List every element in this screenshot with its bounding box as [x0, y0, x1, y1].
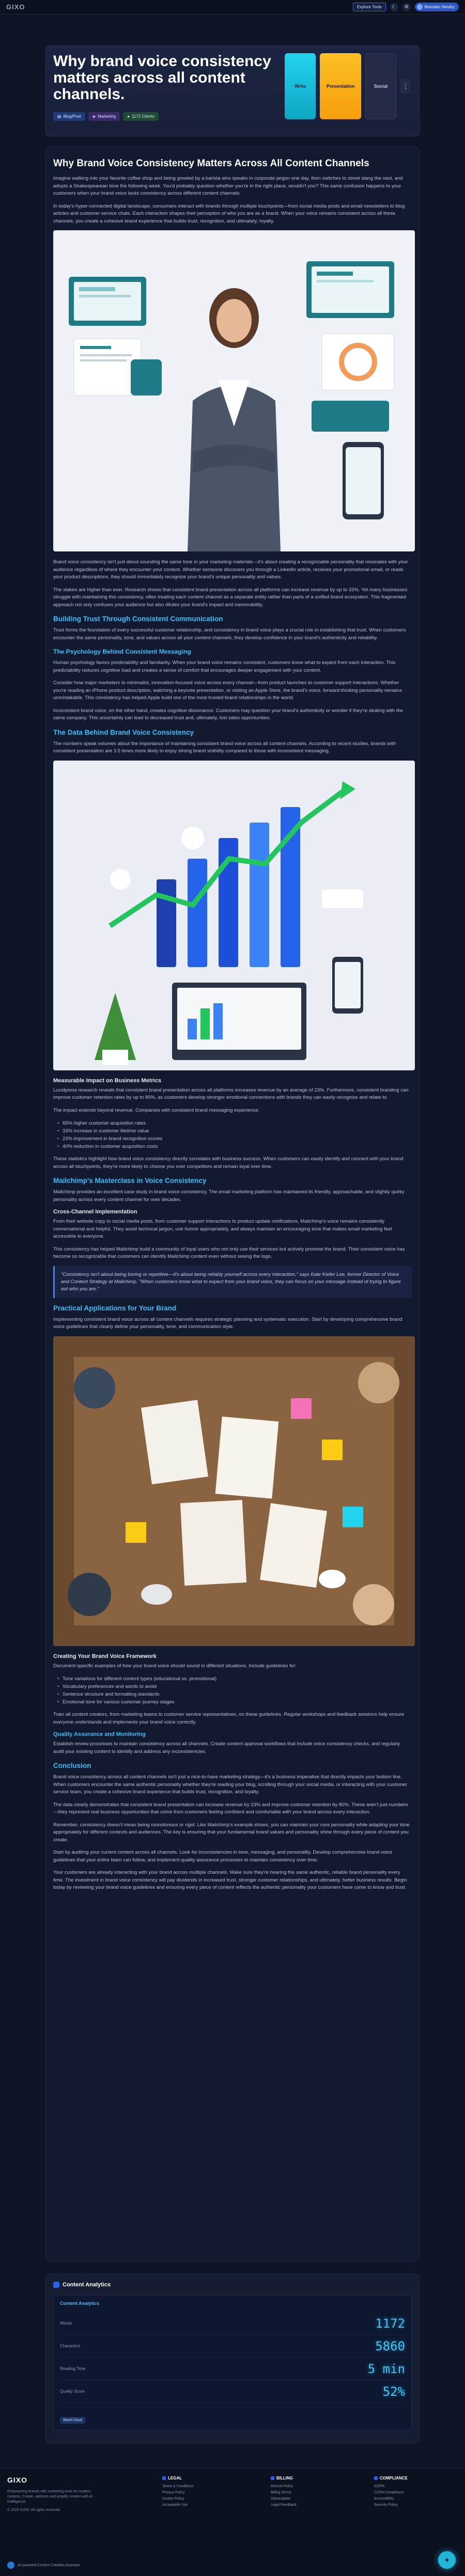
paragraph: Document specific examples of how your brand voice should sound in different situations. Include guidelines for:	[53, 1663, 297, 1669]
social-card[interactable]: Social	[365, 53, 396, 119]
list-item: • Emotional tone for various customer journey stages	[57, 1698, 412, 1706]
footer-link[interactable]: Privacy Policy	[162, 2491, 185, 2494]
footer-brand	[7, 2476, 162, 2516]
paragraph: Start by auditing your current content across all channels. Look for inconsistencies in tone, messaging, and personality. Develop comprehensive brand voice guidelines that your entire team can follow, and implement quality assurance processes to maintain consistency over time.	[53, 1850, 393, 1863]
footer-link[interactable]: Legal Feedback	[271, 2503, 297, 2507]
presentation-card[interactable]: Presentation	[320, 53, 361, 119]
businesswoman-illustration	[53, 230, 415, 551]
more-options-icon[interactable]: ⋮	[400, 79, 411, 93]
paragraph: The impact extends beyond revenue. Companies with consistent brand messaging experience:	[53, 1107, 260, 1113]
paragraph: In today's hyper-connected digital landscape, consumers interact with brands through multiple touchpoints—from social media posts and email newsletters to blog articles and customer service chats. Each interaction shapes their perception of who you are as a brand. When your voice remains consistent across all these channels, you create a cohesive brand experience that builds trust, recognition, and ultimately, loyalty.	[53, 203, 405, 224]
list-item: • Tone variations for different content types (educational vs. promotional)	[57, 1675, 412, 1683]
paragraph: The data clearly demonstrates that consistent brand presentation can increase revenue by 23% and improve customer retention by 80%. These aren't just numbers—they represent real business opportunities that come from customers feeling confident and comfortable with your brand across every interaction.	[53, 1801, 408, 1815]
moon-icon[interactable]: ☾	[390, 3, 398, 11]
paragraph: Train all content creators, from marketing teams to customer service representatives, on these guidelines. Regular workshops and feedback sessions help ensure everyone understands and implements your brand voice correctly.	[53, 1712, 405, 1725]
check-icon	[374, 2476, 378, 2480]
paragraph: Implementing consistent brand voice across all content channels requires strategic planning and systematic execution. Start by developing comprehensive brand voice guidelines that clearly define your personality, tone, and communication style.	[53, 1316, 402, 1330]
section-heading: The Psychology Behind Consistent Messaging	[53, 648, 191, 655]
footer	[0, 2468, 465, 2576]
footer-link[interactable]: CCPA Compliance	[374, 2491, 404, 2494]
footer-link[interactable]: Subscription	[271, 2497, 291, 2501]
paragraph: Trust forms the foundation of every successful customer relationship, and consistency in brand voice plays a crucial role in establishing that trust. When customers encounter the same personality, tone, and values across all your content channels, they develop confidence in your brand's authenticity and reliability.	[53, 627, 406, 641]
paragraph: The numbers speak volumes about the importance of maintaining consistent brand voice across all content channels. According to recent studies, brands with consistent presentation are 3.5 times more likely to enjoy strong brand visibility compared to those with inconsistent messaging.	[53, 740, 396, 754]
avatar	[417, 4, 423, 10]
megaphone-icon: ◈	[92, 114, 96, 119]
shield-icon	[162, 2476, 166, 2480]
chat-bubble-icon[interactable]: ✦	[438, 2551, 456, 2569]
section-heading: Practical Applications for Your Brand	[53, 1304, 177, 1312]
blockquote: "Consistency isn't about being boring or repetitive—it's about being reliably yourself across every interaction," says Kate Kiefer Lee, former Director of Voice and Content Strategy at Mailchimp. "When customers know what to expect from your brand voice, they can focus on your message instead of trying to figure out who you are."	[53, 1266, 412, 1298]
subsection-heading: Cross-Channel Implementation	[53, 1209, 137, 1215]
paragraph: Mailchimp provides an excellent case study in brand voice consistency. The email marketing platform has maintained its friendly, approachable, and slightly quirky personality across every content channel for over decades.	[53, 1189, 405, 1203]
write-card[interactable]: Write	[285, 53, 316, 119]
paragraph: Consider how major marketers to minimalist, innovation-focused voice across every channel—from product launches to customer support interactions. Whether you're reading an iPhone product description, watching a keynote presentation, or visiting an Apple Store, the brand's voice, forward-thinking personality remains unmistakable. This consistency has helped Apple build one of the most trusted brand relationships in the world.	[53, 680, 402, 701]
footer-col-billing: BILLING Refund Policy Billing Terms Subscription Legal Feedback	[271, 2476, 348, 2516]
paragraph: Your customers are already interacting with your brand across multiple channels. Make sure they're hearing the same authentic, reliable brand personality every time. The investment in brand voice consistency will pay dividends in increased trust, stronger customer relationships, and ultimately, better business results. Begin today by reviewing your brand voice guidelines and ensuring every piece of content reflects the authentic personality your customers have come to know and trust.	[53, 1870, 407, 1890]
user-menu[interactable]	[415, 3, 459, 11]
tag-clients[interactable]: ● 1172 Clients	[123, 112, 159, 121]
team-meeting-illustration	[53, 1336, 415, 1646]
footer-link[interactable]: GDPR	[374, 2485, 385, 2488]
paragraph: Remember, consistency doesn't mean being monotonous or rigid. Like Mailchimp's example shows, you can maintain your core personality while adapting your tone appropriately for different contexts and audiences. The key is ensuring that your fundamental brand values and personality shine through every piece of content you create.	[53, 1822, 410, 1843]
subsection-heading: Quality Assurance and Monitoring	[53, 1731, 146, 1737]
hero-card	[45, 45, 420, 136]
impact-list	[57, 1119, 412, 1150]
paragraph: Brand voice consistency isn't just about sounding the same tone in your marketing materials—it's about creating a recognizable personality that resonates with your audience regardless of where they encounter your content. Whether someone discovers you through a LinkedIn article, receives your promotional email, or reads your product descriptions, they should immediately recognize your brand's unique personality and values.	[53, 559, 408, 580]
app-logo[interactable]: GIXO	[6, 3, 25, 11]
section-heading: Conclusion	[53, 1762, 91, 1769]
list-item: • 23% improvement in brand recognition scores	[57, 1135, 412, 1143]
article-title: Why Brand Voice Consistency Matters Across All Content Channels	[53, 158, 369, 169]
tag-marketing[interactable]: ◈ Marketing	[88, 112, 120, 121]
section-heading: Building Trust Through Consistent Communication	[53, 615, 223, 623]
section-heading: The Data Behind Brand Voice Consistency	[53, 728, 194, 736]
metric-quality-score: Quality Score 52%	[60, 2380, 405, 2403]
document-icon: ▤	[57, 114, 61, 119]
paragraph: These statistics highlight how brand voice consistency directly correlates with business success. When customers can easily identify and connect with your brand across all touchpoints, they're more likely to choose you over competitors and remain loyal over time.	[53, 1156, 404, 1170]
image-businesswoman	[53, 230, 415, 551]
metric-characters: Characters 5860	[60, 2335, 405, 2358]
footer-logo[interactable]: GIXO	[7, 2476, 28, 2484]
footer-col-compliance: COMPLIANCE GDPR CCPA Compliance Accessibility Security Policy	[374, 2476, 452, 2516]
footer-link[interactable]: Accessibility	[374, 2497, 394, 2501]
footer-link[interactable]: Security Policy	[374, 2503, 398, 2507]
growth-chart-illustration	[53, 761, 415, 1070]
footer-link[interactable]: Terms & Conditions	[162, 2485, 194, 2488]
paragraph: Brand voice consistency across all content channels isn't just a nice-to-have marketing strategy—it's a business imperative that directly impacts your bottom line. When customers encounter the same authentic personality whether they're reading your blog, scrolling through your social media, or interacting with your customer service team, you create a cohesive brand experience that builds trust, recognition, and loyalty.	[53, 1774, 408, 1795]
word-cloud-button[interactable]: Word Cloud	[60, 2417, 85, 2424]
card-icon	[271, 2476, 274, 2480]
analytics-panel	[53, 2295, 412, 2430]
tag-blog-post[interactable]: ▤ Blog/Post	[53, 112, 85, 121]
paragraph: Imagine walking into your favorite coffee shop and being greeted by a barista who speaks in corporate jargon one day, then switches to street slang the next, and adopts a Shakespearean tone the following week. You'd probably question whether you're in the right place, wouldn't you? This same confusion happens to your customers when your brand voice lacks consistency across different content channels.	[53, 176, 403, 196]
list-item: • 65% higher customer acquisition rates	[57, 1119, 412, 1127]
section-heading: Mailchimp's Masterclass in Voice Consistency	[53, 1177, 207, 1184]
metric-words: Words 1172	[60, 2312, 405, 2335]
content-analytics-card	[45, 2274, 420, 2443]
paragraph: The stakes are higher than ever. Research shows that consistent brand presentation across all platforms can increase revenue by up to 33%. Yet many businesses struggle with maintaining this consistency, often treating each content channel as a separate entity rather than parts of a unified brand ecosystem. This fragmented approach not only confuses your audience but also dilutes your brand's impact and memorability.	[53, 587, 408, 608]
users-icon: ●	[127, 114, 130, 119]
subsection-heading: Measurable Impact on Business Metrics	[53, 1077, 162, 1084]
footer-link[interactable]: Cookie Policy	[162, 2497, 184, 2501]
list-item: • 40% reduction in customer acquisition costs	[57, 1143, 412, 1150]
footer-copyright: © 2025 GIXO. All rights reserved.	[7, 2508, 61, 2512]
article-body	[45, 147, 420, 2262]
hero-title: Why brand voice consistency matters across all content channels.	[53, 53, 271, 103]
user-name: Brendan Hendry	[424, 5, 455, 9]
paragraph: Human psychology favors predictability and familiarity. When your brand voice remains consistent, customers know what to expect from each interaction. This predictability reduces cognitive load and creates a sense of comfort that encourages deeper engagement with your content.	[53, 660, 396, 673]
hero-action-cards	[285, 53, 411, 119]
paragraph: From their website copy to social media posts, from customer support interactions to product update notifications, Mailchimp's voice remains consistently conversational and helpful. They avoid technical jargon, use humor appropriately, and always maintain an encouraging tone that makes email marketing feel accessible to everyone.	[53, 1219, 392, 1239]
footer-description: Empowering brands with marketing tools for modern creators. Create, optimize and amplify content with AI intelligence.	[7, 2490, 93, 2504]
subsection-heading: Creating Your Brand Voice Framework	[53, 1653, 157, 1660]
topbar-actions	[353, 3, 459, 11]
metric-reading-time: Reading Time 5 min	[60, 2358, 405, 2380]
paragraph: Inconsistent brand voice, on the other hand, creates cognitive dissonance. Customers may question your brand's authenticity or wonder if they're dealing with the same company. This uncertainty can lead to decreased trust and, ultimately, lost sales opportunities.	[53, 707, 403, 721]
gear-icon[interactable]: ⚙	[402, 3, 411, 11]
list-item: • Sentence structure and formatting standards	[57, 1690, 412, 1698]
chart-icon	[53, 2282, 59, 2288]
explore-tools-button[interactable]: Explore Tools	[353, 3, 386, 11]
ai-icon	[7, 2562, 14, 2569]
hero-tags	[53, 112, 159, 121]
paragraph: This consistency has helped Mailchimp build a community of loyal users who not only use their services but actively promote the brand. Their consistent voice has become so recognizable that customers can identify Mailchimp content even without seeing the logo.	[53, 1246, 405, 1259]
footer-link[interactable]: Refund Policy	[271, 2485, 293, 2488]
image-growth-chart	[53, 761, 415, 1070]
framework-list	[57, 1675, 412, 1706]
paragraph: Establish review processes to maintain consistency across all channels. Create content approval workflows that include voice consistency checks, and regularly audit your existing content to identify and address any inconsistencies.	[53, 1741, 400, 1755]
image-team-meeting	[53, 1336, 415, 1646]
analytics-header: Content Analytics	[53, 2282, 412, 2288]
panel-title: Content Analytics	[60, 2301, 100, 2306]
paragraph: Lucidpress research reveals that consistent brand presentation across all platforms increases revenue by an average of 23%. Furthermore, consistent branding can improve customer retention rates by up to 80%, as customers develop stronger emotional connections with brands they can easily recognize and relate to.	[53, 1087, 409, 1100]
top-bar	[0, 0, 465, 14]
footer-link[interactable]: Billing Terms	[271, 2491, 291, 2494]
footer-bottom: AI-powered Content Creation Assistant	[7, 2562, 80, 2569]
footer-link[interactable]: Acceptable Use	[162, 2503, 188, 2507]
list-item: • Vocabulary preferences and words to avoid	[57, 1683, 412, 1690]
footer-col-legal: LEGAL Terms & Conditions Privacy Policy Cookie Policy Acceptable Use	[162, 2476, 240, 2516]
list-item: • 33% increase in customer lifetime value	[57, 1127, 412, 1135]
